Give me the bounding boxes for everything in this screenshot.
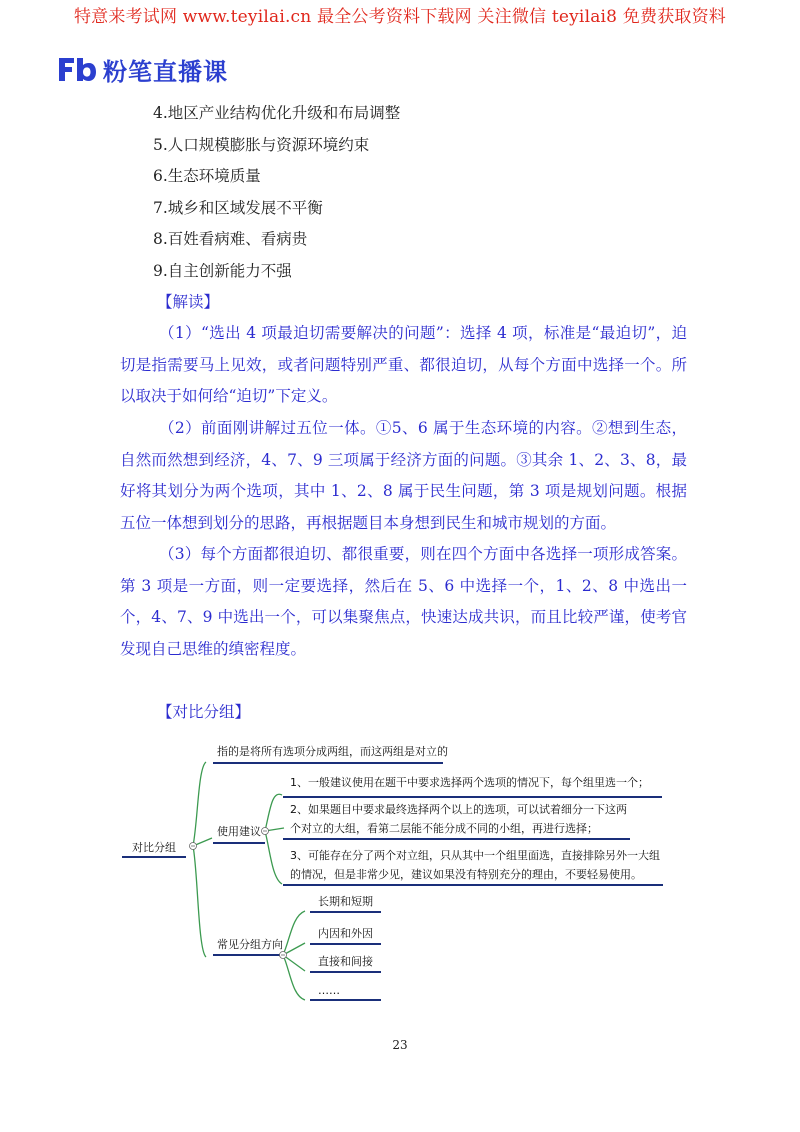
list-item: 6.生态环境质量 <box>153 167 261 185</box>
direction-item: 长期和短期 <box>318 895 373 908</box>
list-item: 5.人口规模膨胀与资源环境约束 <box>153 135 370 154</box>
duibi-heading: 【对比分组】 <box>157 703 251 721</box>
page-number: 23 <box>392 1038 408 1052</box>
mindmap-root: 对比分组 <box>132 841 176 854</box>
direction-item: …… <box>318 984 340 997</box>
mindmap-definition: 指的是将所有选项分成两组，而这两组是对立的 <box>217 745 448 758</box>
usage-item-3-line-1: 3、可能存在分了两个对立组，只从其中一个组里面选，直接排除另外一大组 <box>290 849 660 862</box>
analysis-paragraph-2: （2）前面刚讲解过五位一体。①5、6 属于生态环境的内容。②想到生态，自然而然想到经济，4、7、9 三项属于经济方面的问题。③其余 1、2、3、8，最好将其划分为两个选项，其中 1、2、8 属于民生问题，第 3 项是规划问题。根据五位一体想到划分的思路，再根据题目本身想到民生和城市规划的方面。 <box>120 419 687 532</box>
direction-item: 直接和间接 <box>318 955 373 968</box>
analysis-paragraph-3: （3）每个方面都很迫切、都很重要，则在四个方面中各选择一项形成答案。第 3 项是一方面，则一定要选择，然后在 5、6 中选择一个，1、2、8 中选出一个，4、7、9 中选出一个，可以集聚焦点，快速达成共识，而且比较严谨，使考官发现自己思维的缜密程度。 <box>120 545 687 658</box>
mindmap-branch-directions: 常见分组方向 <box>217 938 283 951</box>
list-item: 9.自主创新能力不强 <box>153 261 292 280</box>
watermark-banner[interactable]: 特意来考试网 www.teyilai.cn 最全公考资料下载网 关注微信 teyilai8 免费获取资料 <box>73 7 727 27</box>
usage-item-3-line-2: 的情况，但是非常少见，建议如果没有特别充分的理由，不要轻易使用。 <box>290 868 642 881</box>
jiedu-heading: 【解读】 <box>157 293 220 311</box>
list-item: 7.城乡和区域发展不平衡 <box>153 198 323 217</box>
usage-item-2-line-2: 个对立的大组，看第二层能不能分成不同的小组，再进行选择； <box>290 822 598 835</box>
mindmap-branch-usage: 使用建议 <box>217 825 261 838</box>
list-item: 8.百姓看病难、看病贵 <box>153 230 308 248</box>
usage-item-1-line-1: 1、一般建议使用在题干中要求选择两个选项的情况下，每个组里选一个； <box>290 776 649 789</box>
usage-item-2-line-1: 2、如果题目中要求最终选择两个以上的选项，可以试着细分一下这两 <box>290 803 627 816</box>
analysis-paragraph-1: （1）“选出 4 项最迫切需要解决的问题”：选择 4 项，标准是“最迫切”，迫切是指需要马上见效，或者问题特别严重、都很迫切，从每个方面中选择一个。所以取决于如何给“迫切”下定义。 <box>120 324 687 405</box>
logo-text: 粉笔直播课 <box>103 57 228 86</box>
direction-item: 内因和外因 <box>318 927 373 940</box>
list-item: 4.地区产业结构优化升级和布局调整 <box>153 104 401 122</box>
